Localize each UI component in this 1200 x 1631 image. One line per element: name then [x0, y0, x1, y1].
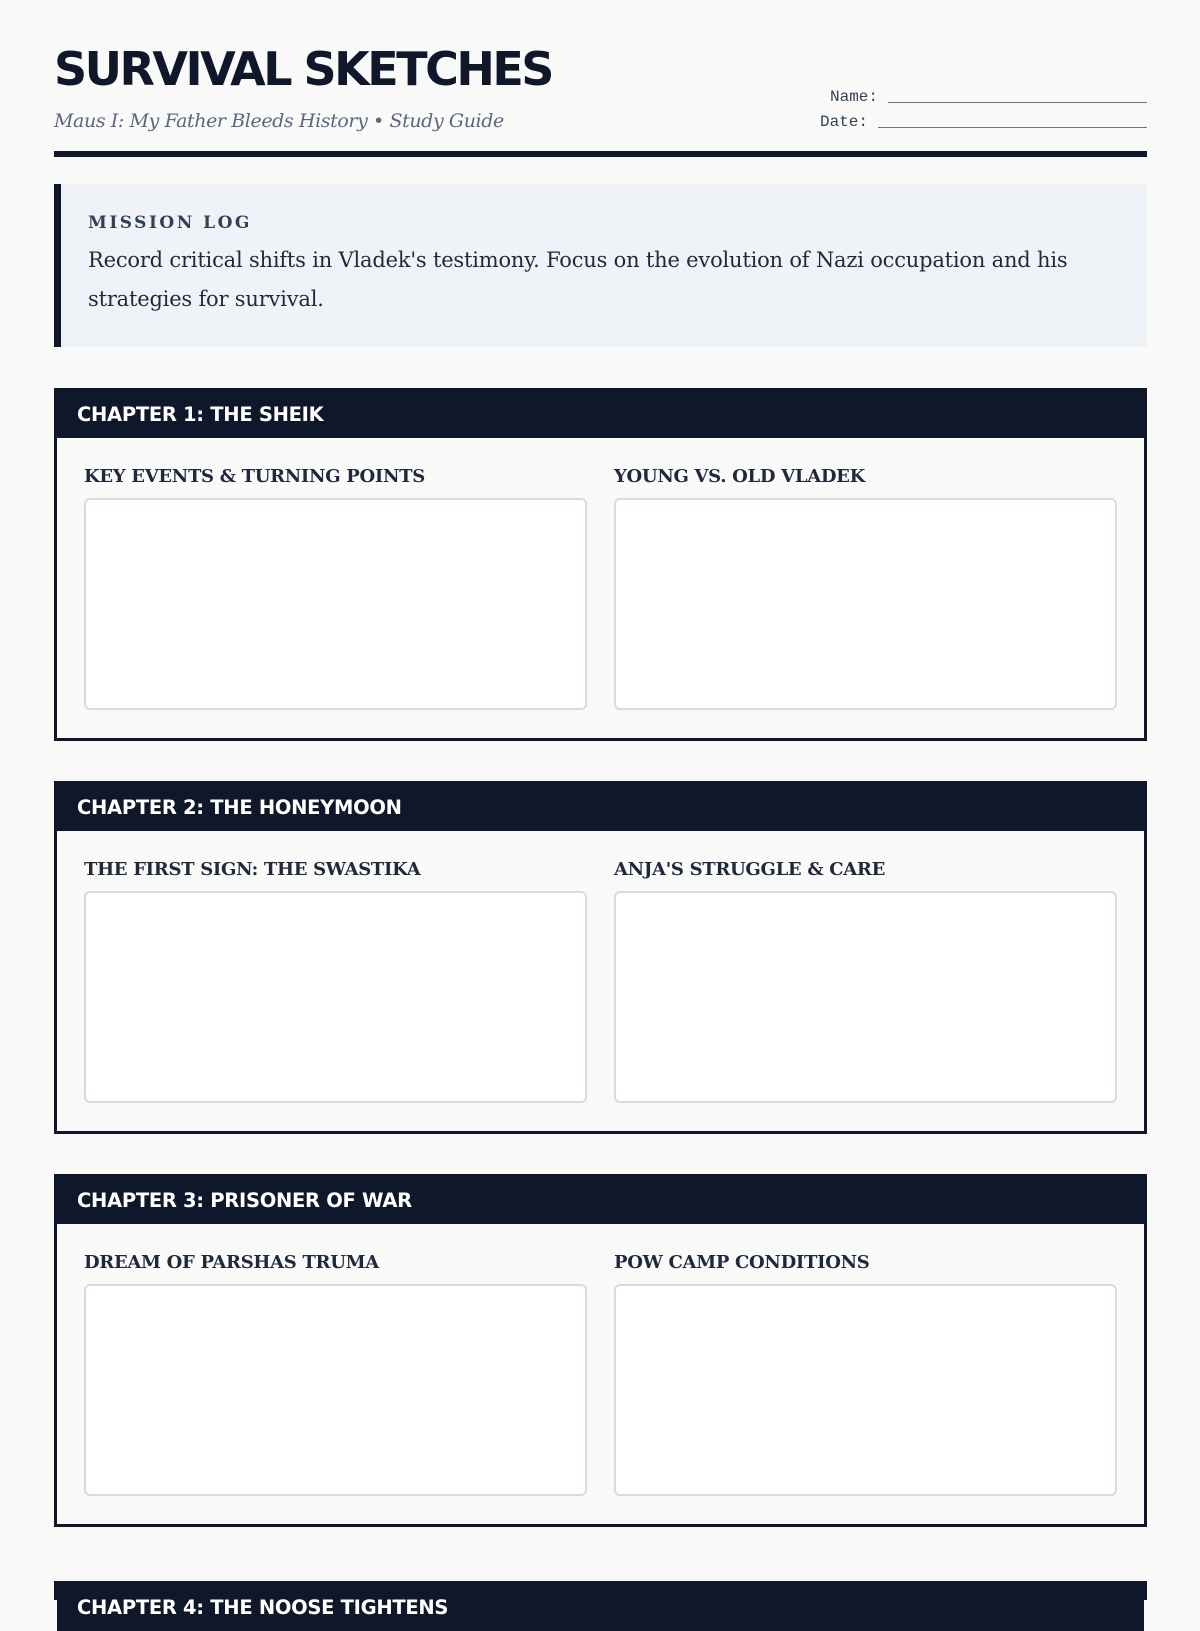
worksheet-page: [54, 0, 1147, 1619]
prompt-label: POW CAMP CONDITIONS: [614, 1252, 870, 1273]
chapter-2-title: CHAPTER 2: THE HONEYMOON: [57, 784, 1144, 831]
page-title: SURVIVAL SKETCHES: [54, 42, 552, 96]
name-field[interactable]: [888, 102, 1147, 103]
prompt-label: THE FIRST SIGN: THE SWASTIKA: [84, 859, 421, 880]
date-label: Date:: [819, 113, 868, 131]
chapter-2-body: [57, 831, 1144, 1131]
chapter-3-title: CHAPTER 3: PRISONER OF WAR: [57, 1177, 1144, 1224]
chapter-3-body: [57, 1224, 1144, 1524]
chapter-1-title: CHAPTER 1: THE SHEIK: [57, 391, 1144, 438]
prompt-label: KEY EVENTS & TURNING POINTS: [84, 466, 425, 487]
answer-box[interactable]: [614, 498, 1117, 710]
answer-box[interactable]: [84, 498, 587, 710]
chapter-1-body: [57, 438, 1144, 738]
chapter-1-section: [54, 388, 1147, 741]
date-field-row: [820, 113, 1147, 131]
answer-box[interactable]: [614, 1284, 1117, 1496]
chapter-4-section: [54, 1581, 1147, 1619]
answer-box[interactable]: [614, 891, 1117, 1103]
prompt-label: DREAM OF PARSHAS TRUMA: [84, 1252, 379, 1273]
name-label: Name:: [829, 88, 878, 106]
date-field[interactable]: [878, 127, 1147, 128]
chapter-4-title: CHAPTER 4: THE NOOSE TIGHTENS: [57, 1584, 1144, 1631]
answer-box[interactable]: [84, 891, 587, 1103]
name-field-row: [830, 88, 1147, 106]
page-subtitle: Maus I: My Father Bleeds History • Study Guide: [54, 110, 504, 132]
chapter-2-section: [54, 781, 1147, 1134]
prompt-label: ANJA'S STRUGGLE & CARE: [614, 859, 886, 880]
mission-log-panel: [54, 184, 1147, 347]
prompt-label: YOUNG VS. OLD VLADEK: [614, 466, 865, 487]
chapter-3-section: [54, 1174, 1147, 1527]
answer-box[interactable]: [84, 1284, 587, 1496]
header-divider: [54, 151, 1147, 157]
mission-log-text: Record critical shifts in Vladek's testimony. Focus on the evolution of Nazi occupation and his strategies for survival.: [88, 248, 1068, 311]
worksheet-header: [54, 0, 1147, 158]
mission-log-title: MISSION LOG: [88, 213, 252, 233]
